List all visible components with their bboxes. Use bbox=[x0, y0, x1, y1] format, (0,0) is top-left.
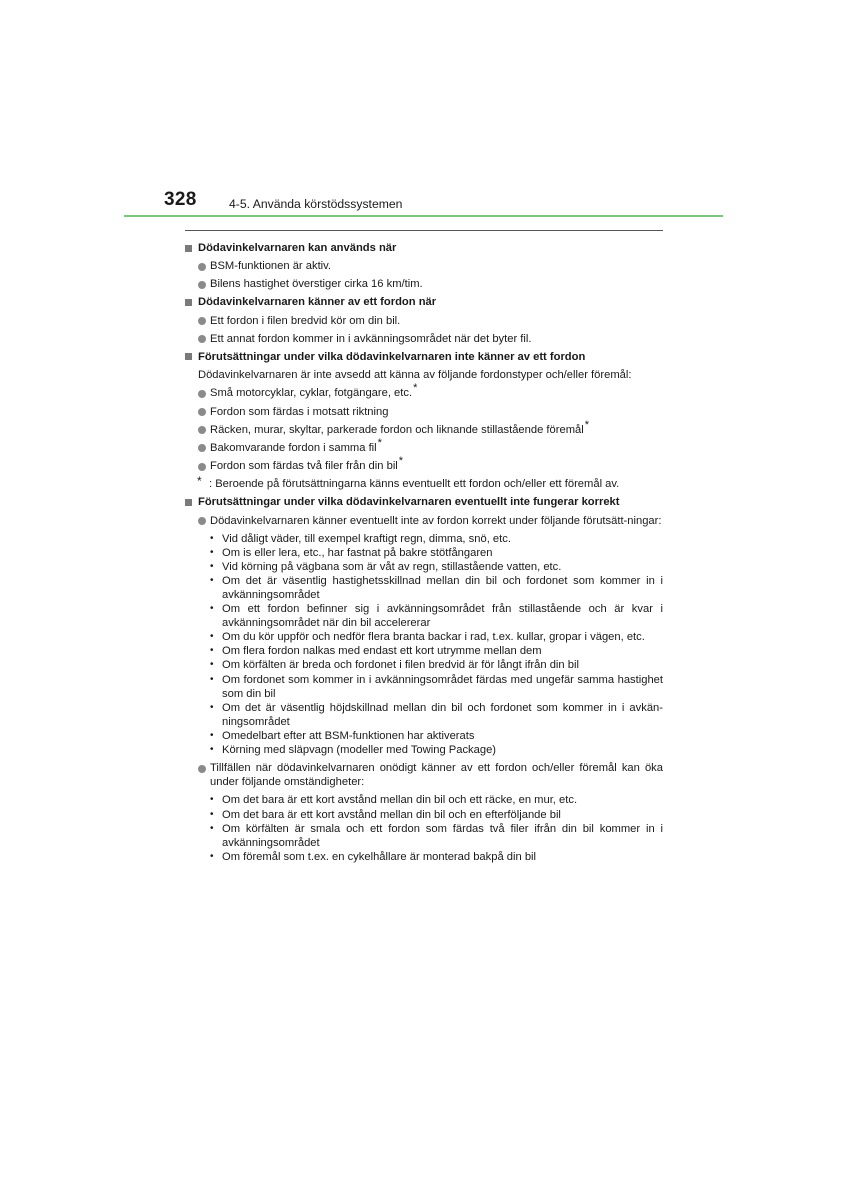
section-heading bbox=[185, 295, 663, 309]
list-item bbox=[185, 436, 663, 455]
list-item bbox=[185, 514, 663, 528]
list-item-text: Små motorcyklar, cyklar, fotgängare, etc. bbox=[210, 387, 413, 400]
page-content bbox=[185, 237, 663, 864]
sub-list-item: • Körning med släpvagn (modeller med Towing Package) bbox=[210, 744, 497, 757]
list-item-text: Tillfällen när dödavinkelvarnaren onödigt känner av ett fordon och/eller föremål kan öka under följande omständigheter: bbox=[210, 762, 663, 789]
sub-list-item: • Om föremål som t.ex. en cykelhållare är monterad bakpå din bil bbox=[210, 850, 537, 863]
sub-list-item-text: Om det är väsentlig höjdskillnad mellan din bil och fordonet som kommer in i avkän-ningsområdet bbox=[222, 701, 663, 728]
sub-list bbox=[185, 532, 663, 758]
sub-list-item: • Om fordonet som kommer in i avkänningsområdet färdas med ungefär samma hastighet som din bil bbox=[210, 673, 663, 700]
sub-list-item-text: Vid dåligt väder, till exempel kraftigt regn, dimma, snö, etc. bbox=[222, 532, 511, 545]
circle-bullet-icon bbox=[198, 444, 206, 452]
square-bullet-icon bbox=[185, 499, 192, 506]
list-item bbox=[185, 405, 663, 419]
heading-text: Dödavinkelvarnaren känner av ett fordon när bbox=[198, 296, 437, 309]
list-item-text: Fordon som färdas två filer från din bil bbox=[210, 460, 398, 473]
list-item bbox=[185, 277, 663, 291]
list-item bbox=[185, 455, 663, 473]
sub-list-item-text: Om flera fordon nalkas med endast ett kort utrymme mellan dem bbox=[222, 645, 542, 658]
circle-bullet-icon bbox=[198, 390, 206, 398]
footnote-marker: * bbox=[413, 382, 418, 395]
sub-list-item: • Om det är väsentlig höjdskillnad mellan din bil och fordonet som kommer in i avkän-ningsområdet bbox=[210, 701, 663, 728]
page-number: 328 bbox=[164, 189, 197, 210]
circle-bullet-icon bbox=[198, 426, 206, 434]
circle-bullet-icon bbox=[198, 335, 206, 343]
sub-list-item: • Vid körning på vägbana som är våt av regn, stillastående vatten, etc. bbox=[210, 560, 562, 573]
list-item bbox=[185, 314, 663, 328]
sub-list-item: • Om det bara är ett kort avstånd mellan din bil och ett räcke, en mur, etc. bbox=[210, 794, 578, 807]
list-item-text: Räcken, murar, skyltar, parkerade fordon och liknande stillastående föremål bbox=[210, 423, 584, 436]
sub-list-item: • Vid dåligt väder, till exempel kraftigt regn, dimma, snö, etc. bbox=[210, 532, 511, 545]
sub-list-item-text: Om du kör uppför och nedför flera branta backar i rad, t.ex. kullar, gropar i vägen, etc. bbox=[222, 631, 645, 644]
section-heading bbox=[185, 241, 663, 255]
sub-list-item: • Om flera fordon nalkas med endast ett kort utrymme mellan dem bbox=[210, 645, 542, 658]
sub-list-item: • Om det är väsentlig hastighetsskillnad mellan din bil och fordonet som kommer in i avkänningsområdet bbox=[210, 574, 663, 601]
sub-list-item: • Om det bara är ett kort avstånd mellan din bil och en efterföljande bil bbox=[210, 808, 561, 821]
sub-list-item-text: Om körfälten är breda och fordonet i filen bredvid är för långt ifrån din bil bbox=[222, 659, 579, 672]
sub-list-item-text: Om körfälten är smala och ett fordon som färdas två filer ifrån din bil kommer in i avkänningsområdet bbox=[222, 822, 663, 849]
list-item-text: Dödavinkelvarnaren känner eventuellt inte av fordon korrekt under följande förutsätt-ningar: bbox=[210, 514, 662, 527]
footnote-marker: * bbox=[398, 455, 404, 468]
circle-bullet-icon bbox=[198, 765, 206, 773]
list-item bbox=[185, 332, 663, 346]
list-item bbox=[185, 382, 663, 400]
sub-list bbox=[185, 793, 663, 863]
list-item-text: Ett fordon i filen bredvid kör om din bil. bbox=[210, 314, 401, 327]
circle-bullet-icon bbox=[198, 281, 206, 289]
sub-list-item-text: Om det bara är ett kort avstånd mellan din bil och ett räcke, en mur, etc. bbox=[222, 794, 578, 807]
sub-list-item: • Om ett fordon befinner sig i avkänningsområdet från stillastående och är kvar i avkänningsområdet när din bil accelererar bbox=[210, 603, 663, 630]
square-bullet-icon bbox=[185, 245, 192, 252]
sub-list-item-text: Om det bara är ett kort avstånd mellan din bil och en efterföljande bil bbox=[222, 808, 561, 821]
header-rule bbox=[124, 215, 723, 217]
list-item-text: BSM-funktionen är aktiv. bbox=[210, 260, 332, 273]
list-item-text: Fordon som färdas i motsatt riktning bbox=[210, 405, 389, 418]
sub-list-item: • Om du kör uppför och nedför flera branta backar i rad, t.ex. kullar, gropar i vägen, etc. bbox=[210, 631, 645, 644]
sub-list-item-text: Vid körning på vägbana som är våt av regn, stillastående vatten, etc. bbox=[222, 560, 562, 573]
sub-list-item-text: Körning med släpvagn (modeller med Towing Package) bbox=[222, 744, 497, 757]
square-bullet-icon bbox=[185, 353, 192, 360]
sub-list-item-text: Omedelbart efter att BSM-funktionen har aktiverats bbox=[222, 729, 475, 742]
section-heading bbox=[185, 350, 663, 364]
list-item-text: Bakomvarande fordon i samma fil bbox=[210, 441, 377, 454]
sub-list-item: • Om körfälten är smala och ett fordon som färdas två filer ifrån din bil kommer in i avkänningsområdet bbox=[210, 822, 663, 849]
sub-list-item: • Om körfälten är breda och fordonet i filen bredvid är för långt ifrån din bil bbox=[210, 659, 579, 672]
footnote-marker: * bbox=[584, 418, 590, 431]
list-item bbox=[185, 259, 663, 273]
sub-list-item-text: Om ett fordon befinner sig i avkänningsområdet från stillastående och är kvar i avkänningsområdet när din bil accelererar bbox=[222, 603, 663, 630]
list-item-text: Ett annat fordon kommer in i avkänningsområdet när det byter fil. bbox=[210, 332, 532, 345]
circle-bullet-icon bbox=[198, 263, 206, 271]
list-item bbox=[185, 761, 663, 789]
content-rule bbox=[185, 230, 663, 231]
footnote bbox=[185, 474, 663, 491]
sub-list-item-text: Om det är väsentlig hastighetsskillnad mellan din bil och fordonet som kommer in i avkänningsområdet bbox=[222, 574, 663, 601]
heading-text: Förutsättningar under vilka dödavinkelvarnaren eventuellt inte fungerar korrekt bbox=[198, 496, 620, 509]
section-intro: Dödavinkelvarnaren är inte avsedd att känna av följande fordonstyper och/eller föremål: bbox=[198, 369, 632, 382]
sub-list-item-text: Om is eller lera, etc., har fastnat på bakre stötfångaren bbox=[222, 546, 493, 559]
square-bullet-icon bbox=[185, 299, 192, 306]
list-item-text: Bilens hastighet överstiger cirka 16 km/tim. bbox=[210, 278, 423, 291]
footnote-star: * bbox=[197, 474, 202, 489]
footnote-text: : Beroende på förutsättningarna känns eventuellt ett fordon och/eller ett föremål av. bbox=[209, 478, 620, 491]
circle-bullet-icon bbox=[198, 408, 206, 416]
sub-list-item: • Om is eller lera, etc., har fastnat på bakre stötfångaren bbox=[210, 546, 493, 559]
circle-bullet-icon bbox=[198, 517, 206, 525]
sub-list-item: • Omedelbart efter att BSM-funktionen har aktiverats bbox=[210, 729, 475, 742]
heading-text: Förutsättningar under vilka dödavinkelvarnaren inte känner av ett fordon bbox=[198, 350, 586, 363]
sub-list-item-text: Om föremål som t.ex. en cykelhållare är monterad bakpå din bil bbox=[222, 850, 537, 863]
list-item bbox=[185, 418, 663, 437]
footnote-marker: * bbox=[377, 436, 382, 449]
circle-bullet-icon bbox=[198, 317, 206, 325]
section-title: 4-5. Använda körstödssystemen bbox=[229, 197, 403, 211]
section-heading bbox=[185, 495, 663, 509]
circle-bullet-icon bbox=[198, 463, 206, 471]
heading-text: Dödavinkelvarnaren kan används när bbox=[198, 242, 397, 254]
sub-list-item-text: Om fordonet som kommer in i avkänningsområdet färdas med ungefär samma hastighet som din bil bbox=[222, 673, 663, 700]
